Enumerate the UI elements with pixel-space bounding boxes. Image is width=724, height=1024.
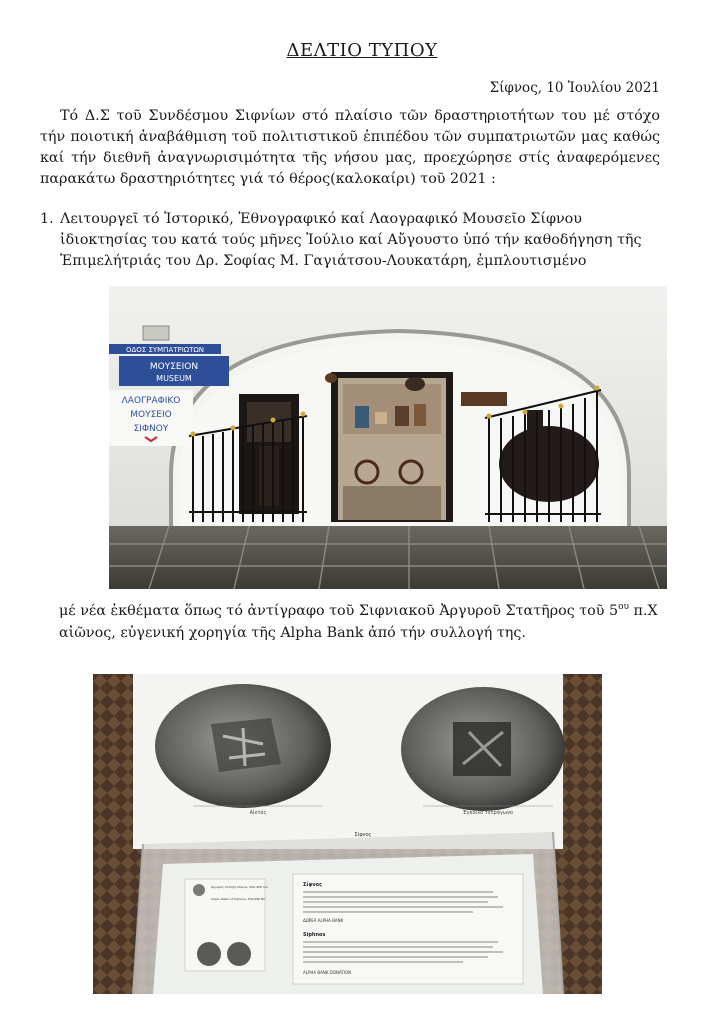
case-credit-greek: ΔΩΡΕΑ ALPHA BANK bbox=[303, 918, 344, 923]
intro-paragraph: Τό Δ.Σ τοῦ Συνδέσμου Σιφνίων στό πλαίσιο τῶν δραστηριοτήτων του μέ στόχο τήν ποιοτική ἀναβάθμιση τοῦ πολιτιστικοῦ ἐπιπέδου τῶν συμπατριωτῶν μας καθώς καί τήν διεθνῆ ἀναγνωρισιμότητα τῆς νήσου μας, προεχώρησε στίς ἀναφερόμενες παρακάτω δραστηριότητες γιά τό θέρος(καλοκαίρι) τοῦ 2021 : bbox=[40, 108, 660, 187]
coin-paragraph bbox=[59, 596, 669, 644]
list-item-text: Λειτουργεῖ τό Ἱστορικό, Ἐθνογραφικό καί Λαογραφικό Μουσεῖο Σίφνου ἰδιοκτησίας του κατά τούς μῆνες Ἰούλιο καί Αὔγουστο ὑπό τήν καθοδήγηση τῆς Ἐπιμελήτριάς του Δρ. Σοφίας Μ. Γαγιάτσου-Λουκατάρη, ἐμπλουτισμένο bbox=[60, 211, 642, 269]
list-item-1 bbox=[40, 209, 670, 272]
case-credit-english: ALPHA BANK DONATION bbox=[303, 970, 352, 975]
panel-center-label: Σίφνος bbox=[354, 832, 372, 838]
sign-laog-3: ΣΙΦΝΟΥ bbox=[133, 424, 169, 434]
coin-paragraph-text-1: μέ νέα ἐκθέματα ὅπως τό ἀντίγραφο τοῦ Σιφνιακοῦ Ἀργυροῦ Στατῆρος τοῦ 5 bbox=[59, 602, 619, 619]
coin-paragraph-text-2: π.Χ αἰῶνος, εὐγενική χορηγία τῆς Alpha Bank ἀπό τήν συλλογή της. bbox=[59, 602, 658, 641]
label-small-2: Silver stater of Siphnos, 500-480 BC bbox=[211, 897, 266, 901]
case-heading-greek: Σίφνος bbox=[303, 882, 323, 888]
sign-museum-greek: ΜΟΥΣΕΙΟΝ bbox=[149, 362, 199, 372]
coin-paragraph-sup: ου bbox=[618, 602, 629, 612]
sign-laog-2: ΜΟΥΣΕΙΟ bbox=[130, 410, 172, 420]
case-heading-english: Siphnos bbox=[303, 932, 326, 938]
label-small-1: Ἀργυρός στατήρ Σίφνου, 500-480 π.Χ. bbox=[211, 885, 269, 889]
sign-laog-1: ΛΑΟΓΡΑΦΙΚΟ bbox=[121, 396, 181, 406]
coin-caption-left: Αἰετός bbox=[249, 810, 267, 816]
coin-caption-right: Ἐγκοίλο τετράγωνο bbox=[462, 810, 514, 816]
page-title: ΔΕΛΤΙΟ ΤΥΠΟΥ bbox=[286, 40, 438, 61]
sign-street: ΟΔΟΣ ΣΥΜΠΑΤΡΙΩΤΩΝ bbox=[125, 346, 205, 354]
sign-museum-english: ΜUSEUM bbox=[156, 374, 192, 383]
list-item-number: 1. bbox=[40, 211, 54, 227]
date-line: Σίφνος, 10 Ἰουλίου 2021 bbox=[489, 80, 660, 96]
museum-entrance-photo bbox=[109, 286, 667, 589]
coin-display-photo bbox=[93, 674, 602, 994]
